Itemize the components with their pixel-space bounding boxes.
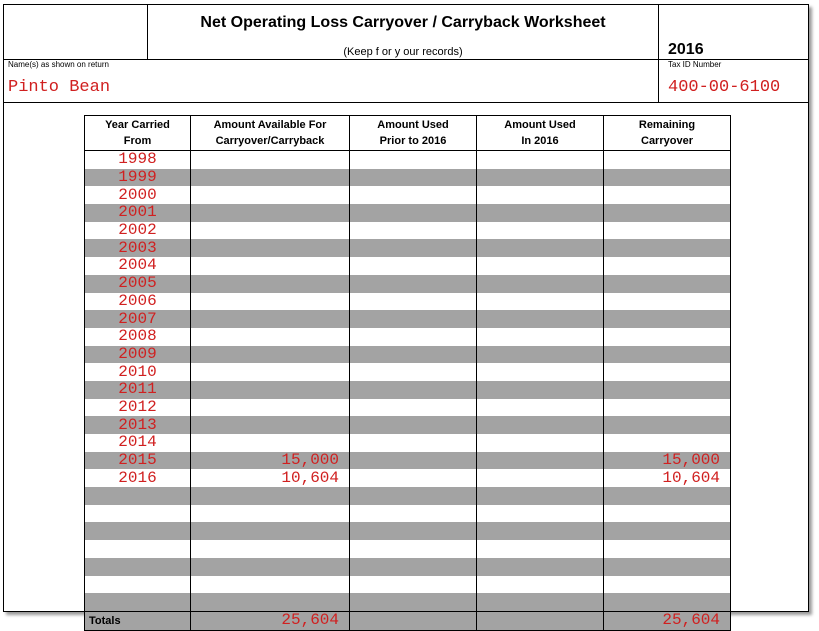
year-cell[interactable]: 2002 (85, 222, 191, 240)
col-header-prior: Amount Used Prior to 2016 (350, 116, 477, 151)
used-cell[interactable] (477, 381, 604, 399)
year-cell[interactable]: 2008 (85, 328, 191, 346)
info-divider (4, 102, 808, 103)
prior-cell[interactable] (350, 487, 477, 505)
year-cell[interactable] (85, 593, 191, 611)
remaining-cell[interactable] (604, 540, 731, 558)
carryover-table (84, 115, 731, 631)
year-cell[interactable]: 2001 (85, 204, 191, 222)
table-row (85, 239, 731, 257)
used-cell[interactable] (477, 204, 604, 222)
table-row (85, 363, 731, 381)
used-cell[interactable] (477, 346, 604, 364)
prior-cell[interactable] (350, 558, 477, 576)
year-cell[interactable]: 2004 (85, 257, 191, 275)
year-cell[interactable] (85, 558, 191, 576)
prior-cell[interactable] (350, 469, 477, 487)
year-cell[interactable]: 2013 (85, 416, 191, 434)
table-row (85, 540, 731, 558)
remaining-cell[interactable] (604, 275, 731, 293)
prior-cell[interactable] (350, 540, 477, 558)
col-header-available: Amount Available For Carryover/Carryback (191, 116, 350, 151)
available-cell[interactable] (191, 346, 350, 364)
table-row (85, 469, 731, 487)
taxid-field[interactable]: 400-00-6100 (668, 78, 781, 97)
available-cell[interactable] (191, 169, 350, 187)
available-cell[interactable] (191, 434, 350, 452)
used-cell[interactable] (477, 522, 604, 540)
prior-cell[interactable] (350, 310, 477, 328)
prior-cell[interactable] (350, 434, 477, 452)
remaining-cell[interactable] (604, 522, 731, 540)
used-cell[interactable] (477, 328, 604, 346)
remaining-cell[interactable]: 15,000 (604, 452, 731, 470)
table-row (85, 222, 731, 240)
year-cell[interactable] (85, 540, 191, 558)
header-left-box (4, 5, 148, 59)
year-cell[interactable]: 2005 (85, 275, 191, 293)
used-cell[interactable] (477, 363, 604, 381)
remaining-cell[interactable] (604, 186, 731, 204)
remaining-cell[interactable] (604, 576, 731, 594)
table-row (85, 328, 731, 346)
table-row (85, 169, 731, 187)
prior-cell[interactable] (350, 257, 477, 275)
year-cell[interactable]: 2010 (85, 363, 191, 381)
remaining-cell[interactable] (604, 416, 731, 434)
remaining-cell[interactable] (604, 239, 731, 257)
total-used (477, 611, 604, 630)
remaining-cell[interactable]: 10,604 (604, 469, 731, 487)
totals-row (85, 611, 731, 630)
table-row (85, 434, 731, 452)
available-cell[interactable] (191, 310, 350, 328)
table-row (85, 416, 731, 434)
year-cell[interactable] (85, 487, 191, 505)
prior-cell[interactable] (350, 505, 477, 523)
year-cell[interactable]: 2016 (85, 469, 191, 487)
prior-cell[interactable] (350, 363, 477, 381)
remaining-cell[interactable] (604, 434, 731, 452)
used-cell[interactable] (477, 275, 604, 293)
used-cell[interactable] (477, 558, 604, 576)
remaining-cell[interactable] (604, 169, 731, 187)
prior-cell[interactable] (350, 186, 477, 204)
used-cell[interactable] (477, 186, 604, 204)
remaining-cell[interactable] (604, 399, 731, 417)
year-cell[interactable] (85, 576, 191, 594)
year-cell[interactable]: 2012 (85, 399, 191, 417)
table-row (85, 186, 731, 204)
available-cell[interactable]: 15,000 (191, 452, 350, 470)
available-cell[interactable] (191, 416, 350, 434)
prior-cell[interactable] (350, 346, 477, 364)
remaining-cell[interactable] (604, 346, 731, 364)
remaining-cell[interactable] (604, 593, 731, 611)
prior-cell[interactable] (350, 151, 477, 169)
tax-year: 2016 (668, 41, 704, 58)
worksheet-subtitle: (Keep f or y our records) (343, 46, 463, 58)
available-cell[interactable] (191, 328, 350, 346)
remaining-cell[interactable] (604, 222, 731, 240)
available-cell[interactable] (191, 222, 350, 240)
table-row (85, 487, 731, 505)
year-cell[interactable]: 2011 (85, 381, 191, 399)
available-cell[interactable] (191, 275, 350, 293)
col-header-year: Year Carried From (85, 116, 191, 151)
used-cell[interactable] (477, 593, 604, 611)
used-cell[interactable] (477, 434, 604, 452)
table-header-row (85, 116, 731, 151)
table-row (85, 505, 731, 523)
table-row (85, 204, 731, 222)
table-row (85, 381, 731, 399)
prior-cell[interactable] (350, 452, 477, 470)
available-cell[interactable] (191, 505, 350, 523)
table-row (85, 275, 731, 293)
remaining-cell[interactable] (604, 257, 731, 275)
available-cell[interactable] (191, 257, 350, 275)
table-row (85, 593, 731, 611)
available-cell[interactable] (191, 239, 350, 257)
remaining-cell[interactable] (604, 558, 731, 576)
used-cell[interactable] (477, 293, 604, 311)
year-cell[interactable]: 2015 (85, 452, 191, 470)
remaining-cell[interactable] (604, 363, 731, 381)
remaining-cell[interactable] (604, 487, 731, 505)
table-row (85, 257, 731, 275)
available-cell[interactable]: 10,604 (191, 469, 350, 487)
available-cell[interactable] (191, 540, 350, 558)
available-cell[interactable] (191, 204, 350, 222)
table-row (85, 346, 731, 364)
totals-label: Totals (85, 611, 191, 630)
used-cell[interactable] (477, 151, 604, 169)
year-cell[interactable]: 2007 (85, 310, 191, 328)
prior-cell[interactable] (350, 522, 477, 540)
used-cell[interactable] (477, 257, 604, 275)
year-cell[interactable]: 2000 (85, 186, 191, 204)
year-cell[interactable]: 2006 (85, 293, 191, 311)
table-row (85, 522, 731, 540)
available-cell[interactable] (191, 381, 350, 399)
available-cell[interactable] (191, 487, 350, 505)
year-cell[interactable]: 2014 (85, 434, 191, 452)
available-cell[interactable] (191, 558, 350, 576)
available-cell[interactable] (191, 576, 350, 594)
used-cell[interactable] (477, 487, 604, 505)
table-row (85, 310, 731, 328)
year-cell[interactable] (85, 522, 191, 540)
year-cell[interactable] (85, 505, 191, 523)
available-cell[interactable] (191, 151, 350, 169)
available-cell[interactable] (191, 522, 350, 540)
available-cell[interactable] (191, 593, 350, 611)
prior-cell[interactable] (350, 293, 477, 311)
used-cell[interactable] (477, 452, 604, 470)
used-cell[interactable] (477, 310, 604, 328)
used-cell[interactable] (477, 469, 604, 487)
used-cell[interactable] (477, 399, 604, 417)
col-header-remaining: Remaining Carryover (604, 116, 731, 151)
year-cell[interactable]: 1998 (85, 151, 191, 169)
total-available: 25,604 (191, 611, 350, 630)
used-cell[interactable] (477, 239, 604, 257)
prior-cell[interactable] (350, 275, 477, 293)
table-row (85, 576, 731, 594)
header-title-box (148, 5, 659, 59)
year-cell[interactable]: 2003 (85, 239, 191, 257)
worksheet-page (3, 4, 809, 630)
used-cell[interactable] (477, 505, 604, 523)
remaining-cell[interactable] (604, 328, 731, 346)
used-cell[interactable] (477, 540, 604, 558)
remaining-cell[interactable] (604, 293, 731, 311)
name-taxid-divider (658, 59, 659, 102)
used-cell[interactable] (477, 576, 604, 594)
used-cell[interactable] (477, 169, 604, 187)
used-cell[interactable] (477, 416, 604, 434)
available-cell[interactable] (191, 186, 350, 204)
year-cell[interactable]: 1999 (85, 169, 191, 187)
available-cell[interactable] (191, 363, 350, 381)
prior-cell[interactable] (350, 169, 477, 187)
table-row (85, 151, 731, 169)
total-remaining: 25,604 (604, 611, 731, 630)
name-label: Name(s) as shown on return (8, 60, 109, 69)
used-cell[interactable] (477, 222, 604, 240)
taxid-label: Tax ID Number (668, 60, 722, 69)
name-field[interactable]: Pinto Bean (8, 78, 111, 97)
remaining-cell[interactable] (604, 151, 731, 169)
remaining-cell[interactable] (604, 381, 731, 399)
prior-cell[interactable] (350, 239, 477, 257)
available-cell[interactable] (191, 293, 350, 311)
worksheet-title: Net Operating Loss Carryover / Carryback Worksheet (200, 14, 606, 31)
table-row (85, 399, 731, 417)
col-header-used: Amount Used In 2016 (477, 116, 604, 151)
prior-cell[interactable] (350, 416, 477, 434)
prior-cell[interactable] (350, 593, 477, 611)
table-row (85, 452, 731, 470)
available-cell[interactable] (191, 399, 350, 417)
prior-cell[interactable] (350, 381, 477, 399)
year-cell[interactable]: 2009 (85, 346, 191, 364)
prior-cell[interactable] (350, 204, 477, 222)
remaining-cell[interactable] (604, 505, 731, 523)
total-prior (350, 611, 477, 630)
remaining-cell[interactable] (604, 310, 731, 328)
remaining-cell[interactable] (604, 204, 731, 222)
table-row (85, 293, 731, 311)
prior-cell[interactable] (350, 328, 477, 346)
prior-cell[interactable] (350, 222, 477, 240)
table-row (85, 558, 731, 576)
prior-cell[interactable] (350, 576, 477, 594)
prior-cell[interactable] (350, 399, 477, 417)
